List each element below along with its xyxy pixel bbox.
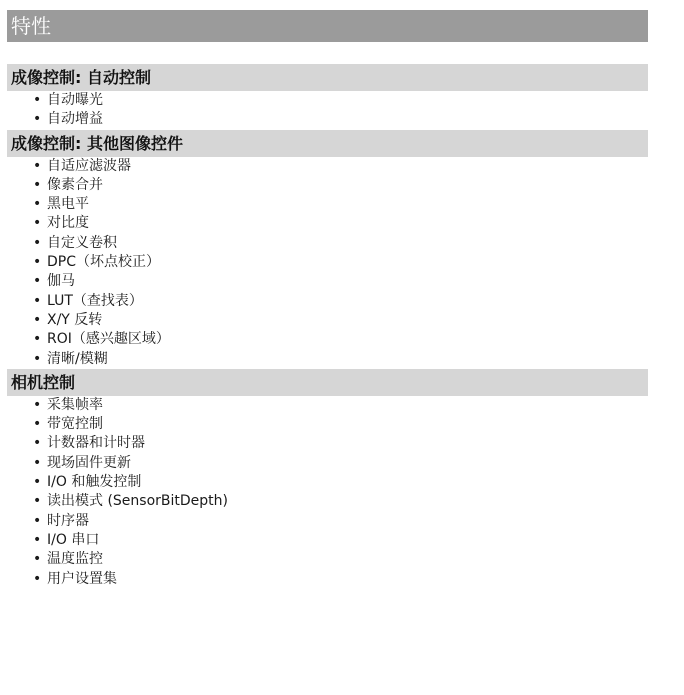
section-heading-auto-control: 成像控制: 自动控制 [7, 64, 648, 91]
features-page [7, 10, 648, 589]
auto-control-list [7, 91, 648, 130]
list-item: • 带宽控制 [33, 415, 648, 434]
list-item: • 读出模式 (SensorBitDepth) [33, 492, 648, 511]
list-item: • 自动增益 [33, 110, 648, 129]
list-item: • DPC（坏点校正） [33, 253, 648, 272]
list-item: • 清晰/模糊 [33, 350, 648, 369]
list-item: • 自动曝光 [33, 91, 648, 110]
camera-control-list [7, 396, 648, 589]
list-item: • 自适应滤波器 [33, 157, 648, 176]
list-item: • 像素合并 [33, 176, 648, 195]
page-title: 特性 [7, 10, 648, 42]
list-item: • 伽马 [33, 272, 648, 291]
list-item: • ROI（感兴趣区域） [33, 330, 648, 349]
list-item: • 采集帧率 [33, 396, 648, 415]
list-item: • 黑电平 [33, 195, 648, 214]
section-heading-camera-control: 相机控制 [7, 369, 648, 396]
list-item: • X/Y 反转 [33, 311, 648, 330]
section-heading-image-controls: 成像控制: 其他图像控件 [7, 130, 648, 157]
image-controls-list [7, 157, 648, 369]
list-item: • 自定义卷积 [33, 234, 648, 253]
list-item: • 温度监控 [33, 550, 648, 569]
list-item: • 计数器和计时器 [33, 434, 648, 453]
list-item: • I/O 串口 [33, 531, 648, 550]
list-item: • LUT（查找表） [33, 292, 648, 311]
list-item: • 时序器 [33, 512, 648, 531]
list-item: • 对比度 [33, 214, 648, 233]
list-item: • 现场固件更新 [33, 454, 648, 473]
list-item: • 用户设置集 [33, 570, 648, 589]
list-item: • I/O 和触发控制 [33, 473, 648, 492]
